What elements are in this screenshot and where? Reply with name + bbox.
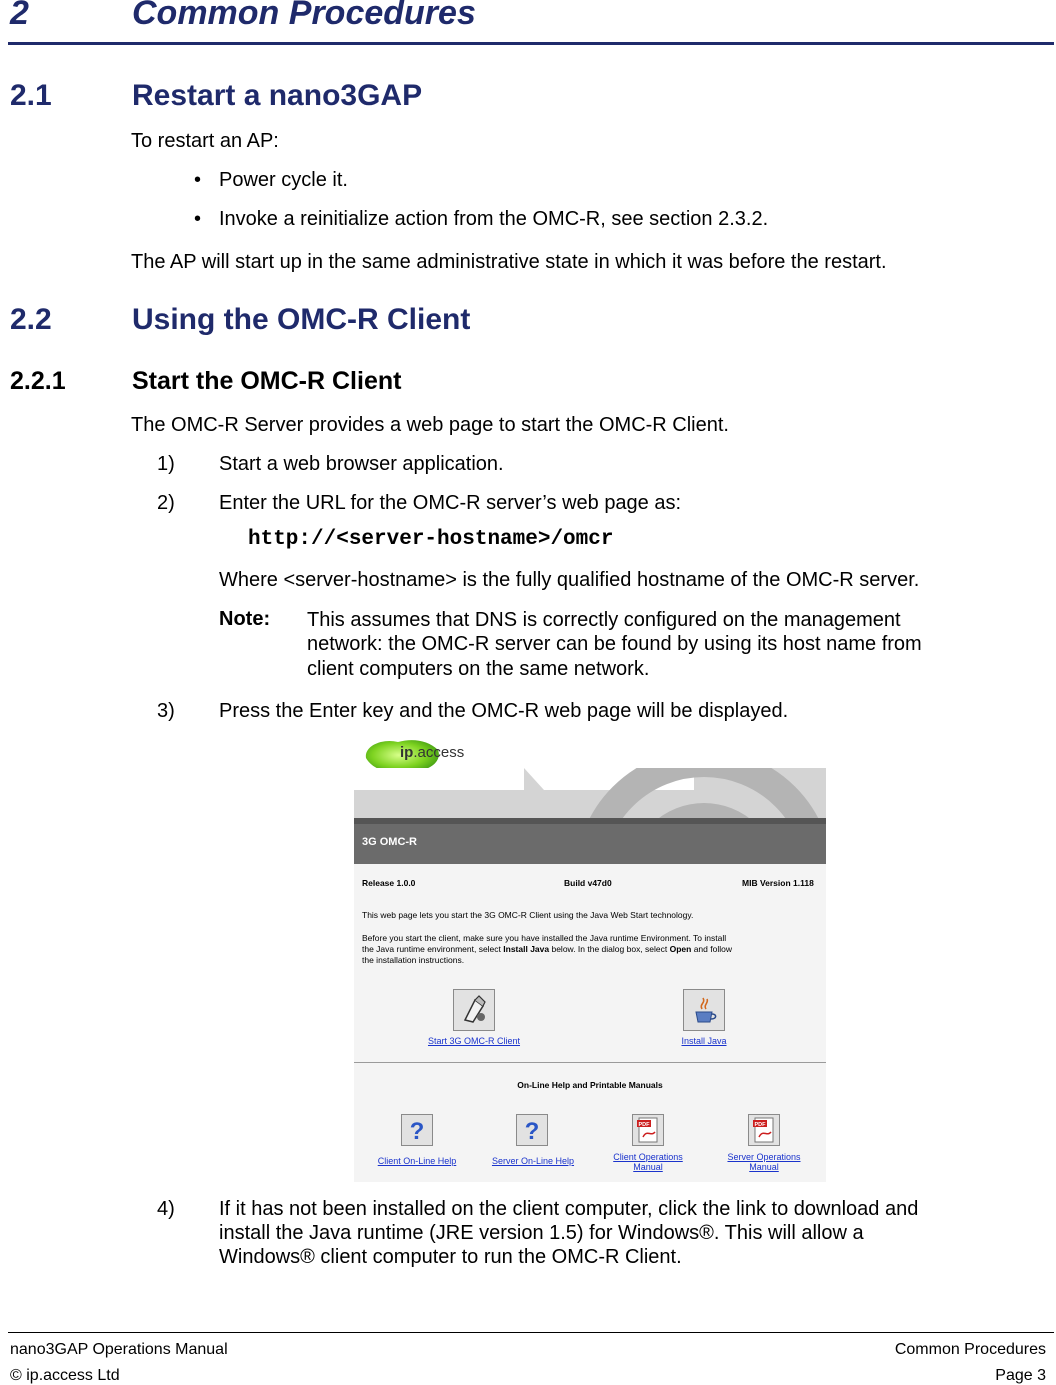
text-segment: below. In the dialog box, select [549,944,670,954]
step-number: 1) [157,453,175,475]
footer-rule [8,1332,1054,1333]
client-help-button[interactable] [401,1114,433,1146]
chapter-number: 2 [10,0,29,32]
logo-rest: .access [413,744,465,761]
omc-r-web-page-screenshot [354,768,826,1182]
section-number: 2.2 [10,303,52,336]
step-text-line: install the Java runtime (JRE version 1.5) for Windows®. This will allow a [219,1222,864,1244]
step-number: 2) [157,492,175,514]
client-help-link[interactable]: Client On-Line Help [377,1156,457,1166]
chapter-heading [10,0,476,33]
step-2 [157,491,682,515]
client-manual-button[interactable] [632,1114,664,1146]
svg-text:?: ? [524,1118,540,1145]
start-client-button[interactable] [453,989,495,1031]
omc-instructions-line: Before you start the client, make sure you have installed the Java runtime Environment. To install [362,933,727,943]
logo-text [400,744,464,761]
note-line: This assumes that DNS is correctly configured on the management [307,609,901,631]
step-number: 4) [157,1198,175,1220]
step-text: Press the Enter key and the OMC-R web page will be displayed. [219,700,789,722]
omc-title: 3G OMC-R [362,836,417,848]
note-label: Note: [219,608,271,630]
help-heading: On-Line Help and Printable Manuals [517,1080,663,1090]
mib-version-label: MIB Version 1.118 [742,878,814,888]
step-text-line: Windows® client computer to run the OMC-R Client. [219,1246,682,1268]
release-label: Release 1.0.0 [362,878,416,888]
step-3 [157,699,789,723]
omc-description: This web page lets you start the 3G OMC-R Client using the Java Web Start technology. [362,910,694,920]
restart-intro: To restart an AP: [131,130,279,152]
bullet-item [194,169,348,192]
build-label: Build v47d0 [564,878,612,888]
server-help-button[interactable] [516,1114,548,1146]
bullet-text: Invoke a reinitialize action from the OMC-R, see section 2.3.2. [219,208,769,230]
omc-instructions-line: the installation instructions. [362,955,465,965]
start-client-intro: The OMC-R Server provides a web page to start the OMC-R Client. [131,414,729,436]
link-line: Server Operations [727,1152,801,1162]
note-line: network: the OMC-R server can be found by using its host name from [307,633,922,655]
footer-section-title: Common Procedures [894,1341,1046,1358]
footer-page-number: Page 3 [995,1367,1046,1384]
step-1 [157,452,504,476]
footer-manual-title: nano3GAP Operations Manual [10,1341,228,1358]
java-cup-icon [684,990,724,1030]
help-question-icon [517,1115,547,1145]
section-divider [354,1062,826,1063]
step-4 [157,1197,919,1269]
section-number: 2.1 [10,79,52,112]
server-manual-link[interactable] [710,1152,818,1172]
bullet-dot-icon: • [194,169,202,191]
step-text: Enter the URL for the OMC-R server’s web page as: [219,492,682,514]
link-line: Client Operations [613,1152,683,1162]
client-manual-link[interactable] [594,1152,702,1172]
heading-rule [8,42,1054,45]
text-segment-bold: Open [669,944,692,954]
section-title: Start the OMC-R Client [132,367,402,395]
bullet-text: Power cycle it. [219,169,348,191]
pdf-document-icon [749,1115,779,1145]
install-java-button[interactable] [683,989,725,1031]
logo-bold: ip [400,744,414,761]
server-url: http://<server-hostname>/omcr [248,528,614,551]
chapter-title: Common Procedures [132,0,476,32]
link-line: Manual [633,1162,663,1172]
section-title: Restart a nano3GAP [132,79,423,112]
omc-instructions-line [362,944,732,955]
help-question-icon [402,1115,432,1145]
start-client-link[interactable]: Start 3G OMC-R Client [427,1036,521,1046]
step-text-line: If it has not been installed on the client computer, click the link to download and [219,1198,919,1220]
install-java-link[interactable]: Install Java [681,1036,727,1046]
url-explanation: Where <server-hostname> is the fully qualified hostname of the OMC-R server. [219,569,920,591]
omc-title-bar [354,818,826,864]
footer-copyright: © ip.access Ltd [10,1367,120,1384]
bullet-item [194,208,769,231]
text-segment-bold: Install Java [503,944,550,954]
link-line: Manual [749,1162,779,1172]
section-number: 2.2.1 [10,367,66,395]
server-help-link[interactable]: Server On-Line Help [491,1156,575,1166]
section-title: Using the OMC-R Client [132,303,471,336]
java-webstart-icon [454,990,494,1030]
restart-closing: The AP will start up in the same administrative state in which it was before the restart. [131,251,887,273]
section-2-1-heading [10,79,422,113]
svg-text:?: ? [409,1118,425,1145]
text-segment: the Java runtime environment, select [362,944,504,954]
pdf-label: PDF [754,1122,766,1128]
text-segment: and follow [691,944,732,954]
banner-white-area [354,768,524,790]
bullet-dot-icon: • [194,208,202,230]
pdf-label: PDF [638,1122,650,1128]
server-manual-button[interactable] [748,1114,780,1146]
section-2-2-heading [10,303,470,337]
note-line: client computers on the same network. [307,658,650,680]
pdf-document-icon [633,1115,663,1145]
step-number: 3) [157,700,175,722]
step-text: Start a web browser application. [219,453,504,475]
section-2-2-1-heading [10,367,401,396]
